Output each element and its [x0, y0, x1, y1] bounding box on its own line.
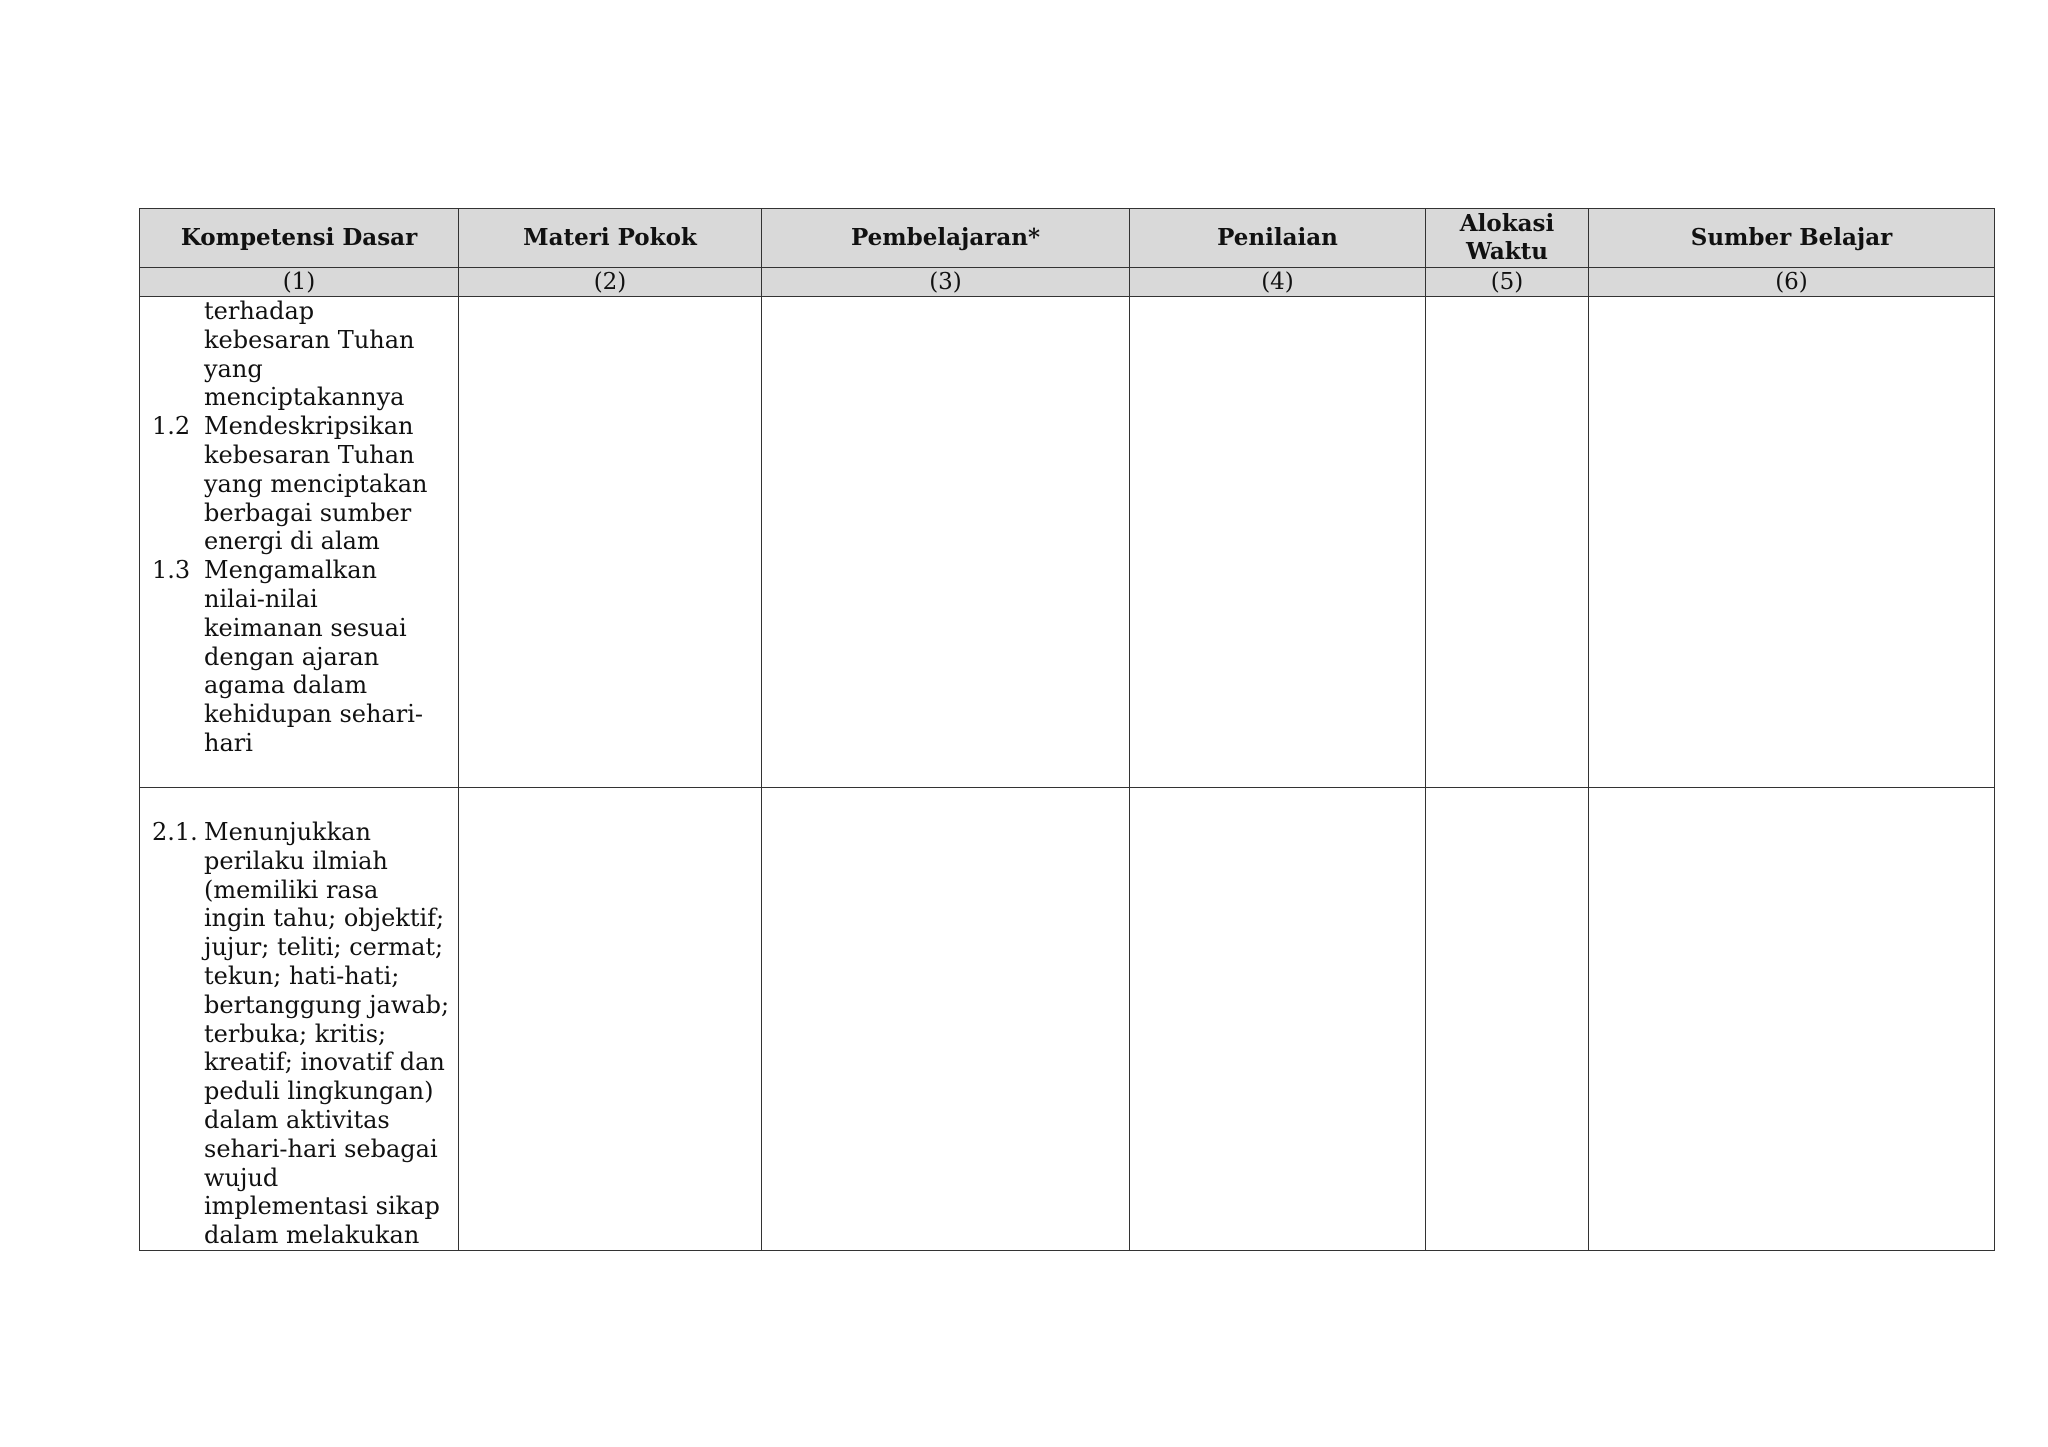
pembelajaran-cell — [762, 788, 1130, 1251]
header-sumber-belajar: Sumber Belajar — [1589, 209, 1995, 268]
kd-item — [152, 412, 458, 556]
column-number: (6) — [1589, 268, 1995, 297]
kd-list — [140, 297, 458, 758]
column-number: (3) — [762, 268, 1130, 297]
materi-pokok-cell — [459, 788, 762, 1251]
syllabus-table — [139, 208, 1995, 1251]
kd-number: 1.2 — [152, 412, 191, 441]
column-number-row — [140, 268, 1995, 297]
kd-item — [152, 556, 458, 758]
kd-item — [152, 818, 458, 1250]
table-row — [140, 788, 1995, 1251]
kd-number: 1.3 — [152, 556, 191, 585]
kompetensi-dasar-cell — [140, 788, 459, 1251]
kd-item — [152, 297, 458, 412]
column-number: (5) — [1426, 268, 1589, 297]
kd-text: Mengamalkan nilai-nilai keimanan sesuai dengan ajaran agama dalam kehidupan sehari- hari — [204, 556, 423, 757]
sumber-belajar-cell — [1589, 297, 1995, 788]
pembelajaran-cell — [762, 297, 1130, 788]
kd-number: 2.1. — [152, 818, 198, 846]
column-number: (4) — [1130, 268, 1426, 297]
header-materi-pokok: Materi Pokok — [459, 209, 762, 268]
header-pembelajaran: Pembelajaran* — [762, 209, 1130, 268]
alokasi-waktu-cell — [1426, 297, 1589, 788]
header-row — [140, 209, 1995, 268]
kd-text: Menunjukkan perilaku ilmiah (memiliki rasa ingin tahu; objektif; jujur; teliti; cermat; tekun; hati-hati; bertanggung jawab; terbuka; kritis; kreatif; inovatif dan peduli lingkungan) dalam aktivitas sehari-hari sebagai wujud implementasi sikap dalam melakukan — [204, 818, 450, 1250]
kd-text: Mendeskripsikan kebesaran Tuhan yang menciptakan berbagai sumber energi di alam — [204, 412, 428, 556]
header-kompetensi-dasar: Kompetensi Dasar — [140, 209, 459, 268]
sumber-belajar-cell — [1589, 788, 1995, 1251]
penilaian-cell — [1130, 788, 1426, 1251]
header-alokasi-waktu: Alokasi Waktu — [1426, 209, 1589, 268]
penilaian-cell — [1130, 297, 1426, 788]
header-penilaian: Penilaian — [1130, 209, 1426, 268]
column-number: (1) — [140, 268, 459, 297]
kd-list — [140, 788, 458, 1250]
kompetensi-dasar-cell — [140, 297, 459, 788]
kd-text: terhadap kebesaran Tuhan yang menciptakannya — [204, 297, 415, 412]
kd-number — [152, 297, 204, 412]
alokasi-waktu-cell — [1426, 788, 1589, 1251]
table-row — [140, 297, 1995, 788]
materi-pokok-cell — [459, 297, 762, 788]
column-number: (2) — [459, 268, 762, 297]
